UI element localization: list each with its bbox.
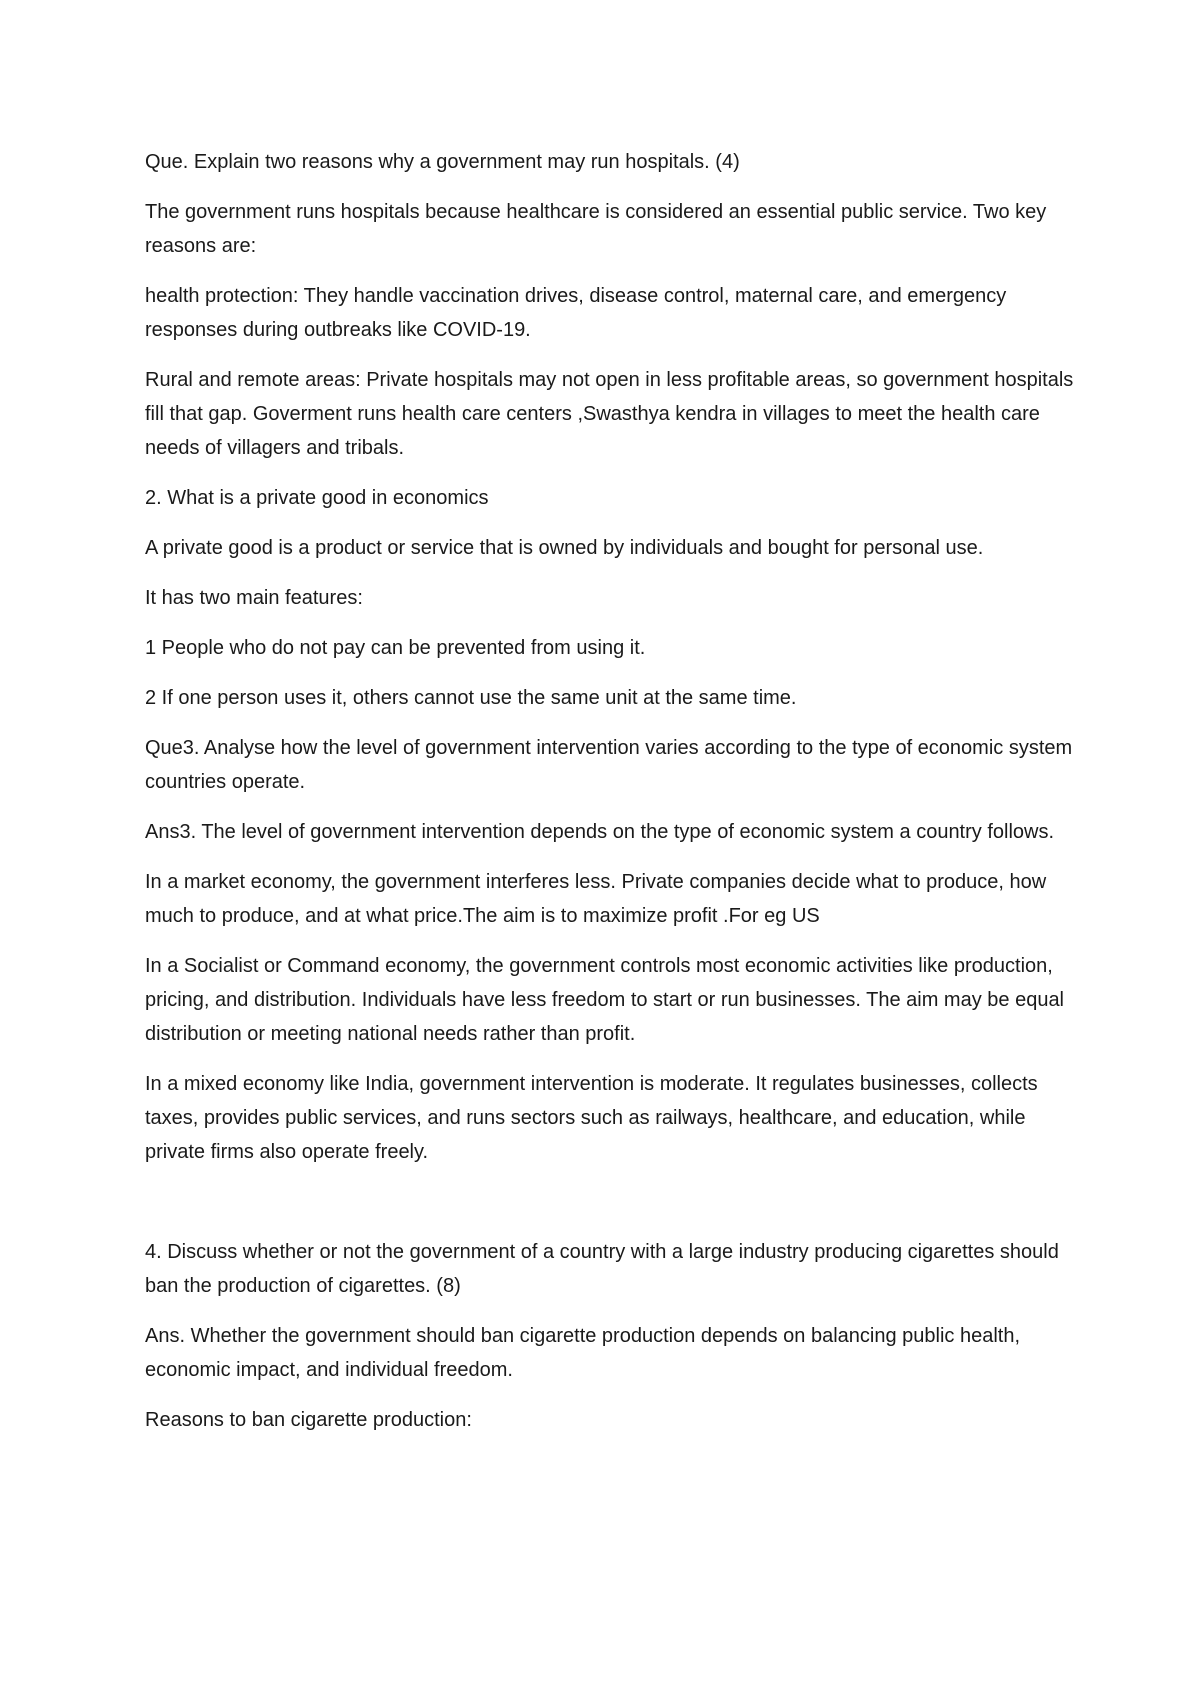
answer-1-intro: The government runs hospitals because healthcare is considered an essential public service. Two key reasons are: xyxy=(145,201,1047,257)
answer-2-feature-1: 1 People who do not pay can be prevented from using it. xyxy=(145,637,646,659)
question-3-heading: Que3. Analyse how the level of government intervention varies according to the type of economic system countries operate. xyxy=(145,737,1073,793)
answer-2-definition: A private good is a product or service that is owned by individuals and bought for personal use. xyxy=(145,537,984,559)
answer-3-intro: Ans3. The level of government intervention depends on the type of economic system a country follows. xyxy=(145,821,1055,843)
question-2-heading: 2. What is a private good in economics xyxy=(145,487,489,509)
blank-line xyxy=(145,1185,1080,1235)
answer-3-market-economy: In a market economy, the government interferes less. Private companies decide what to produce, how much to produce, and at what price.The aim is to maximize profit .For eg US xyxy=(145,871,1047,927)
answer-4-intro: Ans. Whether the government should ban cigarette production depends on balancing public health, economic impact, and individual freedom. xyxy=(145,1325,1021,1381)
answer-2-feature-2: 2 If one person uses it, others cannot use the same unit at the same time. xyxy=(145,687,797,709)
answer-3-mixed-economy: In a mixed economy like India, government intervention is moderate. It regulates businesses, collects taxes, provides public services, and runs sectors such as railways, healthcare, and education, while private firms also operate freely. xyxy=(145,1073,1038,1163)
answer-1-reason-rural-areas: Rural and remote areas: Private hospitals may not open in less profitable areas, so government hospitals fill that gap. Goverment runs health care centers ,Swasthya kendra in villages to meet the health care needs of villagers and tribals. xyxy=(145,369,1074,459)
document-body xyxy=(145,145,1080,1453)
question-4-heading: 4. Discuss whether or not the government of a country with a large industry producing cigarettes should ban the production of cigarettes. (8) xyxy=(145,1241,1059,1297)
answer-3-command-economy: In a Socialist or Command economy, the government controls most economic activities like production, pricing, and distribution. Individuals have less freedom to start or run businesses. The aim may be equal distribution or meeting national needs rather than profit. xyxy=(145,955,1065,1045)
answer-4-reasons-heading: Reasons to ban cigarette production: xyxy=(145,1409,472,1431)
question-1-heading: Que. Explain two reasons why a government may run hospitals. (4) xyxy=(145,151,740,173)
answer-1-reason-health-protection: health protection: They handle vaccination drives, disease control, maternal care, and emergency responses during outbreaks like COVID-19. xyxy=(145,285,1007,341)
answer-2-features-intro: It has two main features: xyxy=(145,587,363,609)
